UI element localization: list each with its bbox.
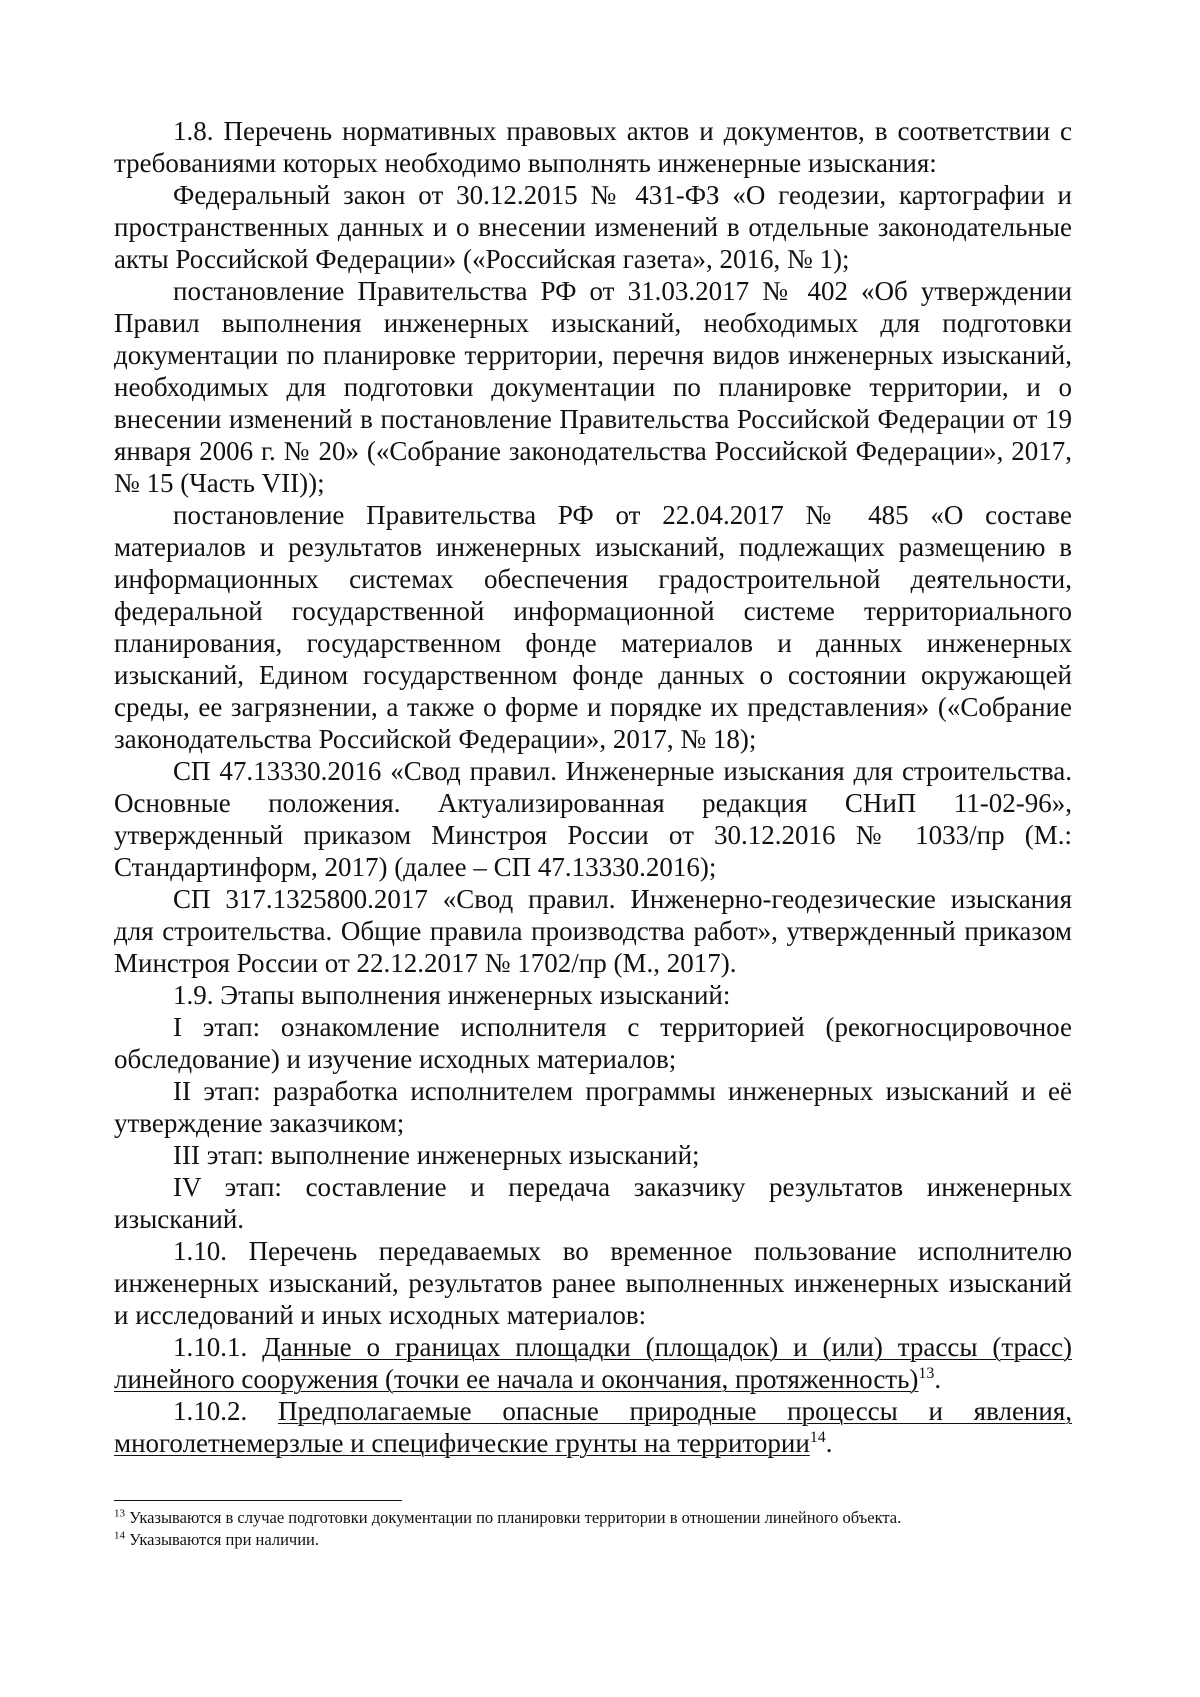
- document-body: [114, 115, 1072, 1459]
- footnote-13: [114, 1507, 1072, 1529]
- paragraph-1-9: 1.9. Этапы выполнения инженерных изысканий:: [173, 980, 731, 1010]
- paragraph-1-8: 1.8. Перечень нормативных правовых актов и документов, в соответствии с требованиями которых необходимо выполнять инженерные изыскания:: [114, 116, 1072, 178]
- footnote-number: 13: [114, 1507, 125, 1520]
- paragraph-sp-317: СП 317.1325800.2017 «Свод правил. Инженерно-геодезические изыскания для строительства. Общие правила производства работ», утвержденный приказом Минстроя России от 22.12.2017 № 1702/пр (М., 2017).: [114, 884, 1072, 978]
- footnote-text: Указываются при наличии.: [125, 1530, 319, 1549]
- clause-end: .: [825, 1428, 833, 1458]
- footnote-text: Указываются в случае подготовки документации по планировки территории в отношении линейного объекта.: [125, 1508, 902, 1527]
- clause-number: 1.10.1.: [173, 1332, 263, 1362]
- paragraph-sp-47: СП 47.13330.2016 «Свод правил. Инженерные изыскания для строительства. Основные положения. Актуализированная редакция СНиП 11-02-96», утвержденный приказом Минстроя России от 30.12.2016 № 1033/пр (М.: Стандартинформ, 2017) (далее – СП 47.13330.2016);: [114, 756, 1072, 882]
- paragraph-1-10-2: [114, 1395, 1072, 1459]
- footnote-separator: [114, 1500, 402, 1501]
- footnote-ref: 14: [809, 1429, 826, 1446]
- paragraph-stage-2: II этап: разработка исполнителем программы инженерных изысканий и её утверждение заказчиком;: [114, 1076, 1072, 1138]
- clause-text-underlined: Данные о границах площадки (площадок) и (или) трассы (трасс) линейного сооружения (точки ее начала и окончания, протяженность): [114, 1332, 1072, 1394]
- paragraph-1-10-1: [114, 1331, 1072, 1395]
- paragraph-stage-4: IV этап: составление и передача заказчику результатов инженерных изысканий.: [114, 1172, 1072, 1234]
- paragraph-stage-3: III этап: выполнение инженерных изысканий;: [173, 1140, 700, 1170]
- paragraph-resolution-402: постановление Правительства РФ от 31.03.2017 № 402 «Об утверждении Правил выполнения инженерных изысканий, необходимых для подготовки документации по планировке территории, перечня видов инженерных изысканий, необходимых для подготовки документации по планировке территории, и о внесении изменений в постановление Правительства Российской Федерации от 19 января 2006 г. № 20» («Собрание законодательства Российской Федерации», 2017, № 15 (Часть VII));: [114, 276, 1072, 498]
- paragraph-1-10: 1.10. Перечень передаваемых во временное пользование исполнителю инженерных изысканий, результатов ранее выполненных инженерных изысканий и исследований и иных исходных материалов:: [114, 1236, 1072, 1330]
- footnotes: [114, 1507, 1072, 1551]
- paragraph-stage-1: I этап: ознакомление исполнителя с территорией (рекогносцировочное обследование) и изучение исходных материалов;: [114, 1012, 1072, 1074]
- footnote-ref: 13: [918, 1365, 935, 1382]
- paragraph-resolution-485: постановление Правительства РФ от 22.04.2017 № 485 «О составе материалов и результатов инженерных изысканий, подлежащих размещению в информационных системах обеспечения градостроительной деятельности, федеральной государственной информационной системе территориального планирования, государственном фонде материалов и данных инженерных изысканий, Едином государственном фонде данных о состоянии окружающей среды, ее загрязнении, а также о форме и порядке их представления» («Собрание законодательства Российской Федерации», 2017, № 18);: [114, 500, 1072, 754]
- footnote-14: [114, 1529, 1072, 1551]
- paragraph-law-431: Федеральный закон от 30.12.2015 № 431-ФЗ «О геодезии, картографии и пространственных данных и о внесении изменений в отдельные законодательные акты Российской Федерации» («Российская газета», 2016, № 1);: [114, 180, 1072, 274]
- footnote-number: 14: [114, 1529, 125, 1542]
- clause-text-underlined: Предполагаемые опасные природные процессы и явления, многолетнемерзлые и специфические грунты на территории: [114, 1396, 1072, 1458]
- clause-end: .: [934, 1364, 942, 1394]
- clause-number: 1.10.2.: [173, 1396, 278, 1426]
